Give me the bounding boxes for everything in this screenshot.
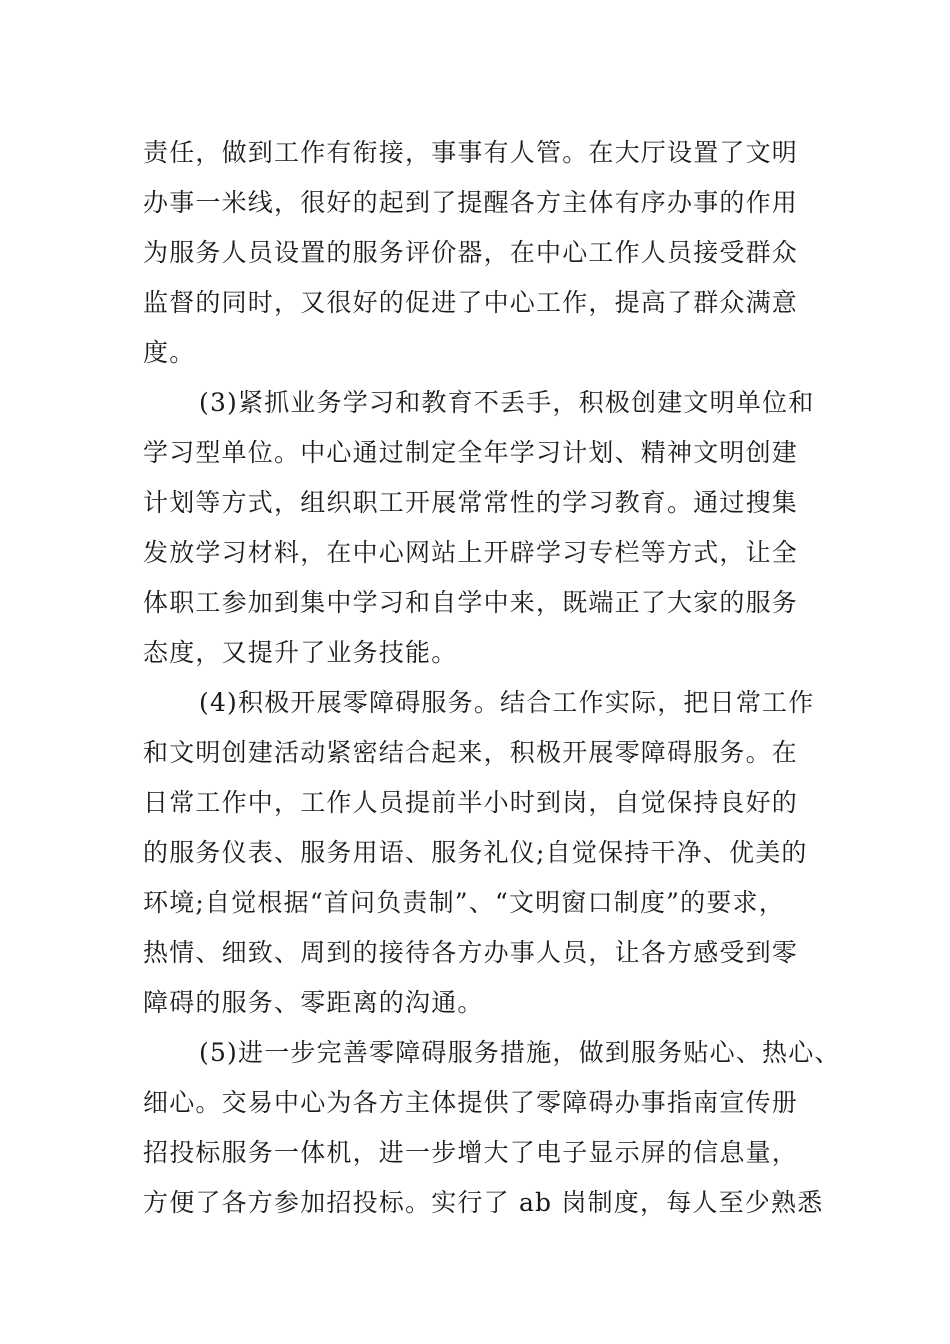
text-line: 热情、细致、周到的接待各方办事人员，让各方感受到零	[143, 938, 799, 967]
text-line: 态度，又提升了业务技能。	[143, 638, 458, 667]
text-line: 方便了各方参加招投标。实行了 ab 岗制度，每人至少熟悉	[143, 1188, 824, 1217]
paragraph-first-line: (4)积极开展零障碍服务。结合工作实际，把日常工作	[199, 688, 815, 717]
text-line: 招投标服务一体机，进一步增大了电子显示屏的信息量，	[143, 1138, 799, 1167]
paragraph-first-line: (3)紧抓业务学习和教育不丢手，积极创建文明单位和	[199, 388, 815, 417]
paragraph-first-line: (5)进一步完善零障碍服务措施，做到服务贴心、热心、	[199, 1038, 841, 1067]
document-body-text	[143, 128, 843, 1228]
text-line: 和文明创建活动紧密结合起来，积极开展零障碍服务。在	[143, 738, 799, 767]
text-line: 发放学习材料，在中心网站上开辟学习专栏等方式，让全	[143, 538, 799, 567]
text-line: 责任，做到工作有衔接，事事有人管。在大厅设置了文明	[143, 138, 799, 167]
text-line: 的服务仪表、服务用语、服务礼仪;自觉保持干净、优美的	[143, 838, 808, 867]
text-line: 监督的同时，又很好的促进了中心工作，提高了群众满意	[143, 288, 799, 317]
text-line: 细心。交易中心为各方主体提供了零障碍办事指南宣传册	[143, 1088, 799, 1117]
text-line: 度。	[143, 338, 196, 367]
text-line: 学习型单位。中心通过制定全年学习计划、精神文明创建	[143, 438, 799, 467]
text-line: 日常工作中，工作人员提前半小时到岗，自觉保持良好的	[143, 788, 799, 817]
text-line: 为服务人员设置的服务评价器，在中心工作人员接受群众	[143, 238, 799, 267]
text-line: 办事一米线，很好的起到了提醒各方主体有序办事的作用	[143, 188, 799, 217]
text-line: 环境;自觉根据“首问负责制”、“文明窗口制度”的要求，	[143, 888, 785, 917]
text-line: 计划等方式，组织职工开展常常性的学习教育。通过搜集	[143, 488, 799, 517]
text-line: 障碍的服务、零距离的沟通。	[143, 988, 484, 1017]
text-line: 体职工参加到集中学习和自学中来，既端正了大家的服务	[143, 588, 799, 617]
